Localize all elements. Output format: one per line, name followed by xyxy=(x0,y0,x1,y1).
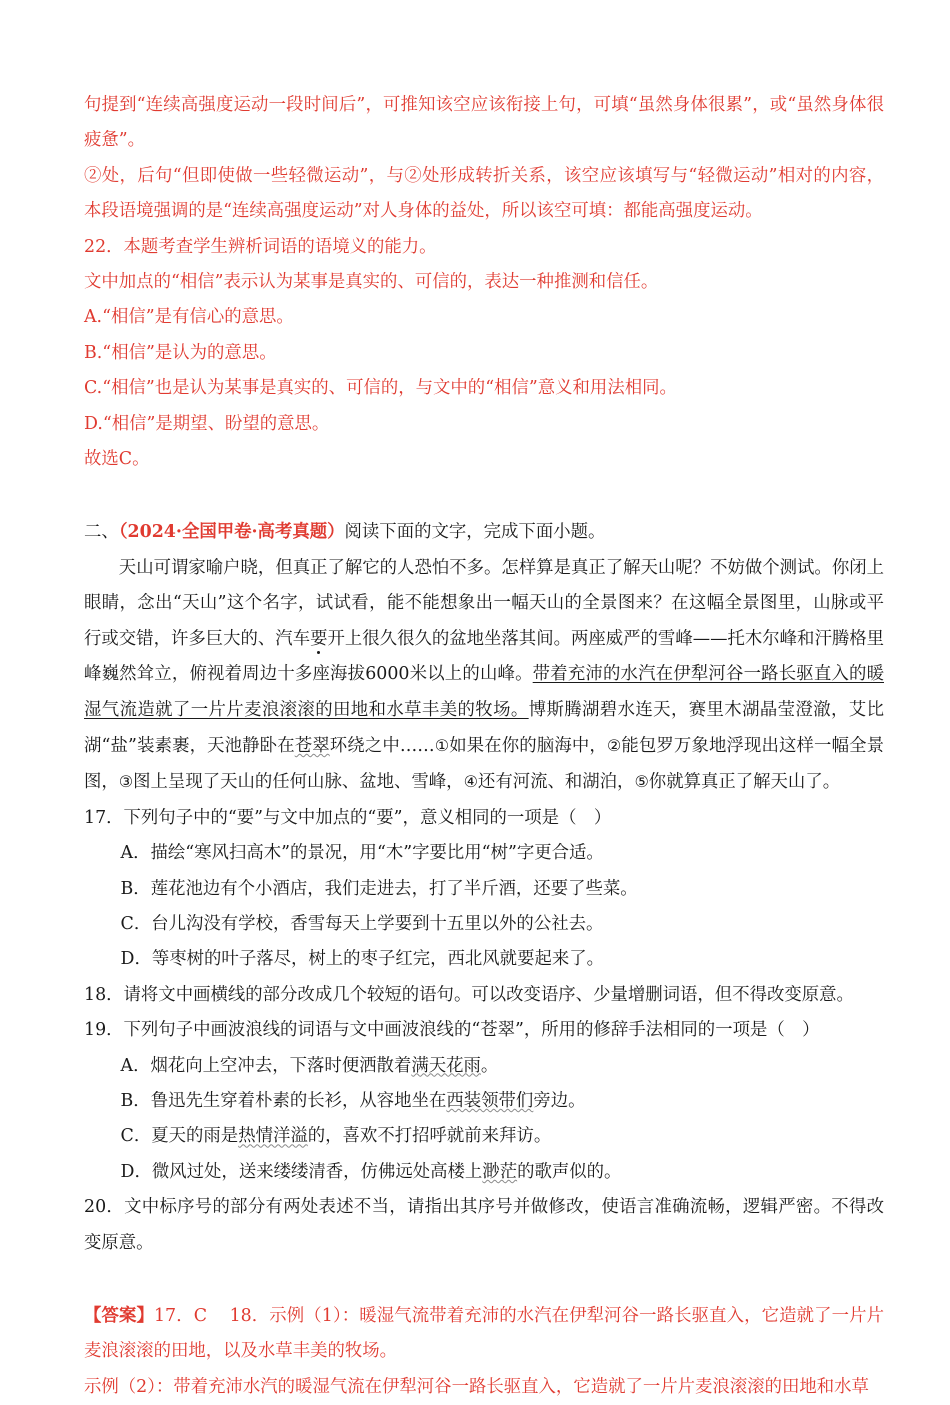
answer-17: 17．C xyxy=(153,1306,208,1326)
explanation-block xyxy=(84,88,884,477)
option-c-prefix: C．夏天的雨是 xyxy=(120,1126,239,1147)
passage-marker-3: ③ xyxy=(118,772,134,792)
passage-marker-1: ① xyxy=(434,735,450,755)
section-source: （2024·全国甲卷·高考真题） xyxy=(118,522,345,543)
passage-marker-2: ② xyxy=(606,735,622,755)
passage-segment-3: 博斯腾湖碧水连天，赛里木湖晶莹澄澈，艾比湖“盐”装素裹，天池静卧在 xyxy=(84,699,884,756)
option-c-wavy-phrase: 热情洋溢 xyxy=(238,1126,308,1147)
passage-wavy-word: 苍翠 xyxy=(294,735,330,756)
passage-segment-4: 环绕之中…… xyxy=(329,735,435,756)
explanation-conclusion: 故选C。 xyxy=(84,449,150,470)
reading-passage xyxy=(84,551,884,801)
passage-segment-5: 如果在你的脑海中， xyxy=(449,735,607,756)
section-number: 二、 xyxy=(84,522,119,543)
passage-segment-2: 开上很久很久的盆地坐落其间。两座威严的雪峰——托木尔峰和汗腾格里峰巍然耸立，俯视着周边十多座海拔6000米以上的山峰。 xyxy=(84,628,885,685)
question-19-option-a xyxy=(84,1049,884,1084)
question-20-stem: 20．文中标序号的部分有两处表述不当，请指出其序号并做修改，使语言准确流畅，逻辑严密。不得改变原意。 xyxy=(84,1197,884,1253)
explanation-option-c: C.“相信”也是认为某事是真实的、可信的，与文中的“相信”意义和用法相同。 xyxy=(84,378,677,399)
passage-segment-8: 还有河流、和湖泊， xyxy=(477,772,635,793)
explanation-line-1: 句提到“连续高强度运动一段时间后”，可推知该空应该衔接上句，可填“虽然身体很累”，或“虽然身体很疲惫”。 xyxy=(84,95,884,151)
explanation-option-a: A.“相信”是有信心的意思。 xyxy=(84,307,294,328)
question-18-stem: 18．请将文中画横线的部分改成几个较短的语句。可以改变语序、少量增删词语，但不得改变原意。 xyxy=(84,984,854,1005)
section-heading xyxy=(84,515,884,550)
answer-18-head: 18．示例（1）： xyxy=(229,1306,360,1326)
question-19-option-d xyxy=(84,1155,884,1190)
passage-emphasis-dot-char: 要 xyxy=(310,628,328,649)
question-17-stem: 17．下列句子中的“要”与文中加点的“要”，意义相同的一项是（ ） xyxy=(84,807,612,828)
explanation-line-2: ②处，后句“但即使做一些轻微运动”，与②处形成转折关系，该空应该填写与“轻微运动”相对的内容，本段语境强调的是“连续高强度运动”对人身体的益处，所以该空可填：都能高强度运动。 xyxy=(84,165,884,222)
passage-segment-1: 天山可谓家喻户晓，但真正了解它的人恐怕不多。怎样算是真正了解天山呢？不妨做个测试。你闭上眼睛，念出“天山”这个名字，试试看，能不能想象出一幅天山的全景图来？在这幅全景图里，山脉或平行或交错，许多巨大的、汽车 xyxy=(84,557,884,649)
option-b-prefix: B．鲁迅先生穿着朴素的长衫，从容地坐在 xyxy=(120,1090,447,1111)
option-a-wavy-phrase: 满天花雨 xyxy=(411,1055,481,1076)
question-17-option-a: A．描绘“寒风扫高木”的景况，用“木”字要比用“树”字更合适。 xyxy=(120,843,604,864)
question-22-stem: 22．本题考查学生辨析词语的语境义的能力。 xyxy=(84,236,437,257)
option-d-prefix: D．微风过处，送来缕缕清香，仿佛远处高楼上 xyxy=(120,1161,483,1182)
section-spacer xyxy=(84,477,884,515)
passage-segment-9: 你就算真正了解天山了。 xyxy=(648,772,841,793)
answer-first-line xyxy=(84,1299,884,1370)
option-d-wavy-phrase: 渺茫 xyxy=(482,1161,518,1182)
option-d-suffix: 的歌声似的。 xyxy=(517,1161,622,1182)
option-c-suffix: 的，喜欢不打招呼就前来拜访。 xyxy=(307,1126,552,1147)
question-19-stem: 19．下列句子中画波浪线的词语与文中画波浪线的“苍翠”，所用的修辞手法相同的一项是（ ） xyxy=(84,1020,820,1041)
option-a-suffix: 。 xyxy=(480,1055,499,1076)
answer-gap xyxy=(207,1306,230,1326)
question-22-explanation: 文中加点的“相信”表示认为某事是真实的、可信的，表达一种推测和信任。 xyxy=(84,272,659,293)
question-19-option-c xyxy=(84,1119,884,1154)
option-a-prefix: A．烟花向上空冲去，下落时便洒散着 xyxy=(120,1055,412,1076)
answer-spacer xyxy=(84,1261,884,1299)
passage-underlined-sentence: 带着充沛的水汽在伊犁河谷一路长驱直入的暖湿气流造就了一片片麦浪滚滚的田地和水草丰美的牧场。 xyxy=(84,664,884,720)
question-17-option-b: B．莲花池边有个小酒店，我们走进去，打了半斤酒，还要了些菜。 xyxy=(120,878,638,899)
option-b-suffix: 旁边。 xyxy=(533,1090,586,1111)
explanation-option-d: D.“相信”是期望、盼望的意思。 xyxy=(84,413,330,434)
explanation-option-b: B.“相信”是认为的意思。 xyxy=(84,342,277,363)
answer-label: 【答案】 xyxy=(84,1306,154,1326)
passage-segment-6: 能包罗万象地浮现出这样一幅全景图， xyxy=(84,735,884,793)
option-b-wavy-phrase: 西装领带们 xyxy=(446,1090,534,1111)
passage-marker-5: ⑤ xyxy=(634,772,649,792)
answer-18-example-2: 示例（2）：带着充沛水汽的暖湿气流在伊犁河谷一路长驱直入，它造就了一片片麦浪滚滚的田地和水草 xyxy=(84,1376,869,1397)
answer-block xyxy=(84,1299,884,1405)
passage-marker-4: ④ xyxy=(463,772,478,792)
section-instruction: 阅读下面的文字，完成下面小题。 xyxy=(344,522,606,543)
question-17-option-d: D．等枣树的叶子落尽，树上的枣子红完，西北风就要起来了。 xyxy=(120,949,605,970)
passage-segment-7: 图上呈现了天山的任何山脉、盆地、雪峰， xyxy=(133,772,464,793)
answer-18-text: 暖湿气流带着充沛的水汽在伊犁河谷一路长驱直入，它造就了一片片麦浪滚滚的田地，以及水草丰美的牧场。 xyxy=(84,1306,884,1362)
question-19-option-b xyxy=(84,1084,884,1119)
question-17-option-c: C．台儿沟没有学校，香雪每天上学要到十五里以外的公社去。 xyxy=(120,913,604,934)
